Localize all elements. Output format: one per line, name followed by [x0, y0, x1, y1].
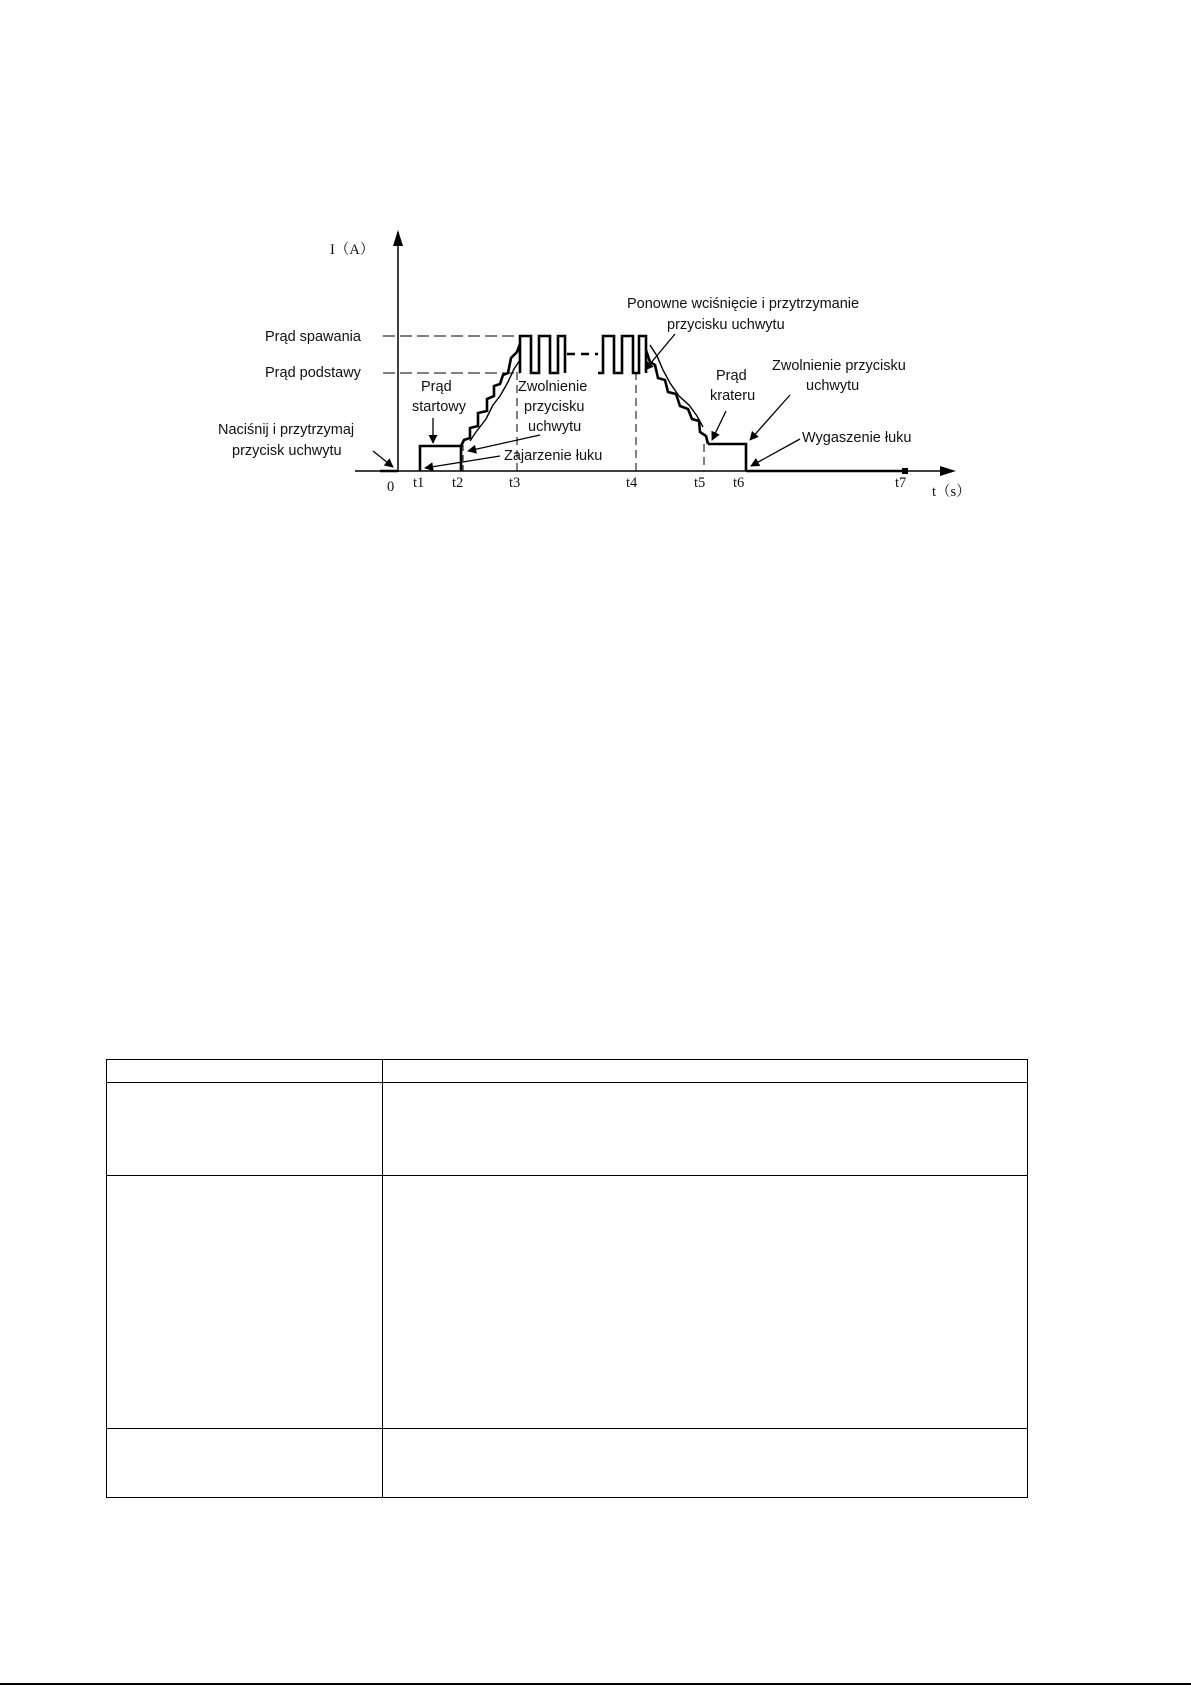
release-label-line3: uchwytu: [528, 419, 582, 435]
table-row: [107, 1429, 1028, 1498]
tick-t4: t4: [626, 475, 638, 491]
arc-ignition-label: Zajarzenie łuku: [504, 448, 603, 464]
tick-t5: t5: [694, 475, 706, 491]
release-2-arrow: [750, 395, 790, 440]
y-axis-arrow-icon: [393, 230, 403, 246]
tick-t3: t3: [509, 475, 521, 491]
start-current-label-line1: Prąd: [421, 379, 452, 395]
page-bottom-rule: [0, 1683, 1191, 1685]
table-cell: [383, 1176, 1028, 1429]
trigger-timing-diagram: [0, 0, 1191, 520]
ramp-outline-rise: [470, 360, 520, 441]
release-2-label-line1: Zwolnienie przycisku: [772, 358, 906, 374]
tick-t6: t6: [733, 475, 745, 491]
table-row: [107, 1060, 1028, 1083]
y-axis-label: I（A）: [330, 242, 375, 258]
table-cell: [107, 1429, 383, 1498]
table-cell: [383, 1060, 1028, 1083]
arc-extinction-label: Wygaszenie łuku: [802, 430, 912, 446]
table-row: [107, 1176, 1028, 1429]
tick-t1: t1: [413, 475, 425, 491]
table-cell: [107, 1060, 383, 1083]
table-cell: [107, 1176, 383, 1429]
table-cell: [383, 1083, 1028, 1176]
x-axis-label: t（s）: [932, 484, 971, 500]
crater-current-arrow: [712, 411, 726, 440]
release-2-label-line2: uchwytu: [806, 378, 860, 394]
tick-t7: t7: [895, 475, 907, 491]
tick-t2: t2: [452, 475, 464, 491]
empty-table: [106, 1059, 1028, 1498]
base-current-label: Prąd podstawy: [265, 365, 361, 381]
table-row: [107, 1083, 1028, 1176]
x-axis-arrow-icon: [940, 466, 956, 476]
press-hold-label-line2: przycisk uchwytu: [232, 443, 342, 459]
t7-marker: [902, 468, 908, 474]
repress-label-line1: Ponowne wciśnięcie i przytrzymanie: [627, 296, 860, 312]
press-hold-label-line1: Naciśnij i przytrzymaj: [218, 422, 355, 438]
repress-label-line2: przycisku uchwytu: [667, 317, 785, 333]
crater-current-label-line1: Prąd: [716, 368, 747, 384]
welding-current-label: Prąd spawania: [265, 329, 361, 345]
current-waveform: [420, 336, 908, 471]
tick-0: 0: [387, 479, 395, 495]
arc-extinction-arrow: [751, 439, 800, 466]
release-label-line2: przycisku: [524, 399, 585, 415]
ramp-outline-fall: [650, 345, 703, 427]
table-cell: [107, 1083, 383, 1176]
crater-current-label-line2: krateru: [710, 388, 756, 404]
start-current-label-line2: startowy: [412, 399, 466, 415]
table-cell: [383, 1429, 1028, 1498]
release-label-line1: Zwolnienie: [518, 379, 588, 395]
press-hold-arrow: [373, 451, 393, 467]
